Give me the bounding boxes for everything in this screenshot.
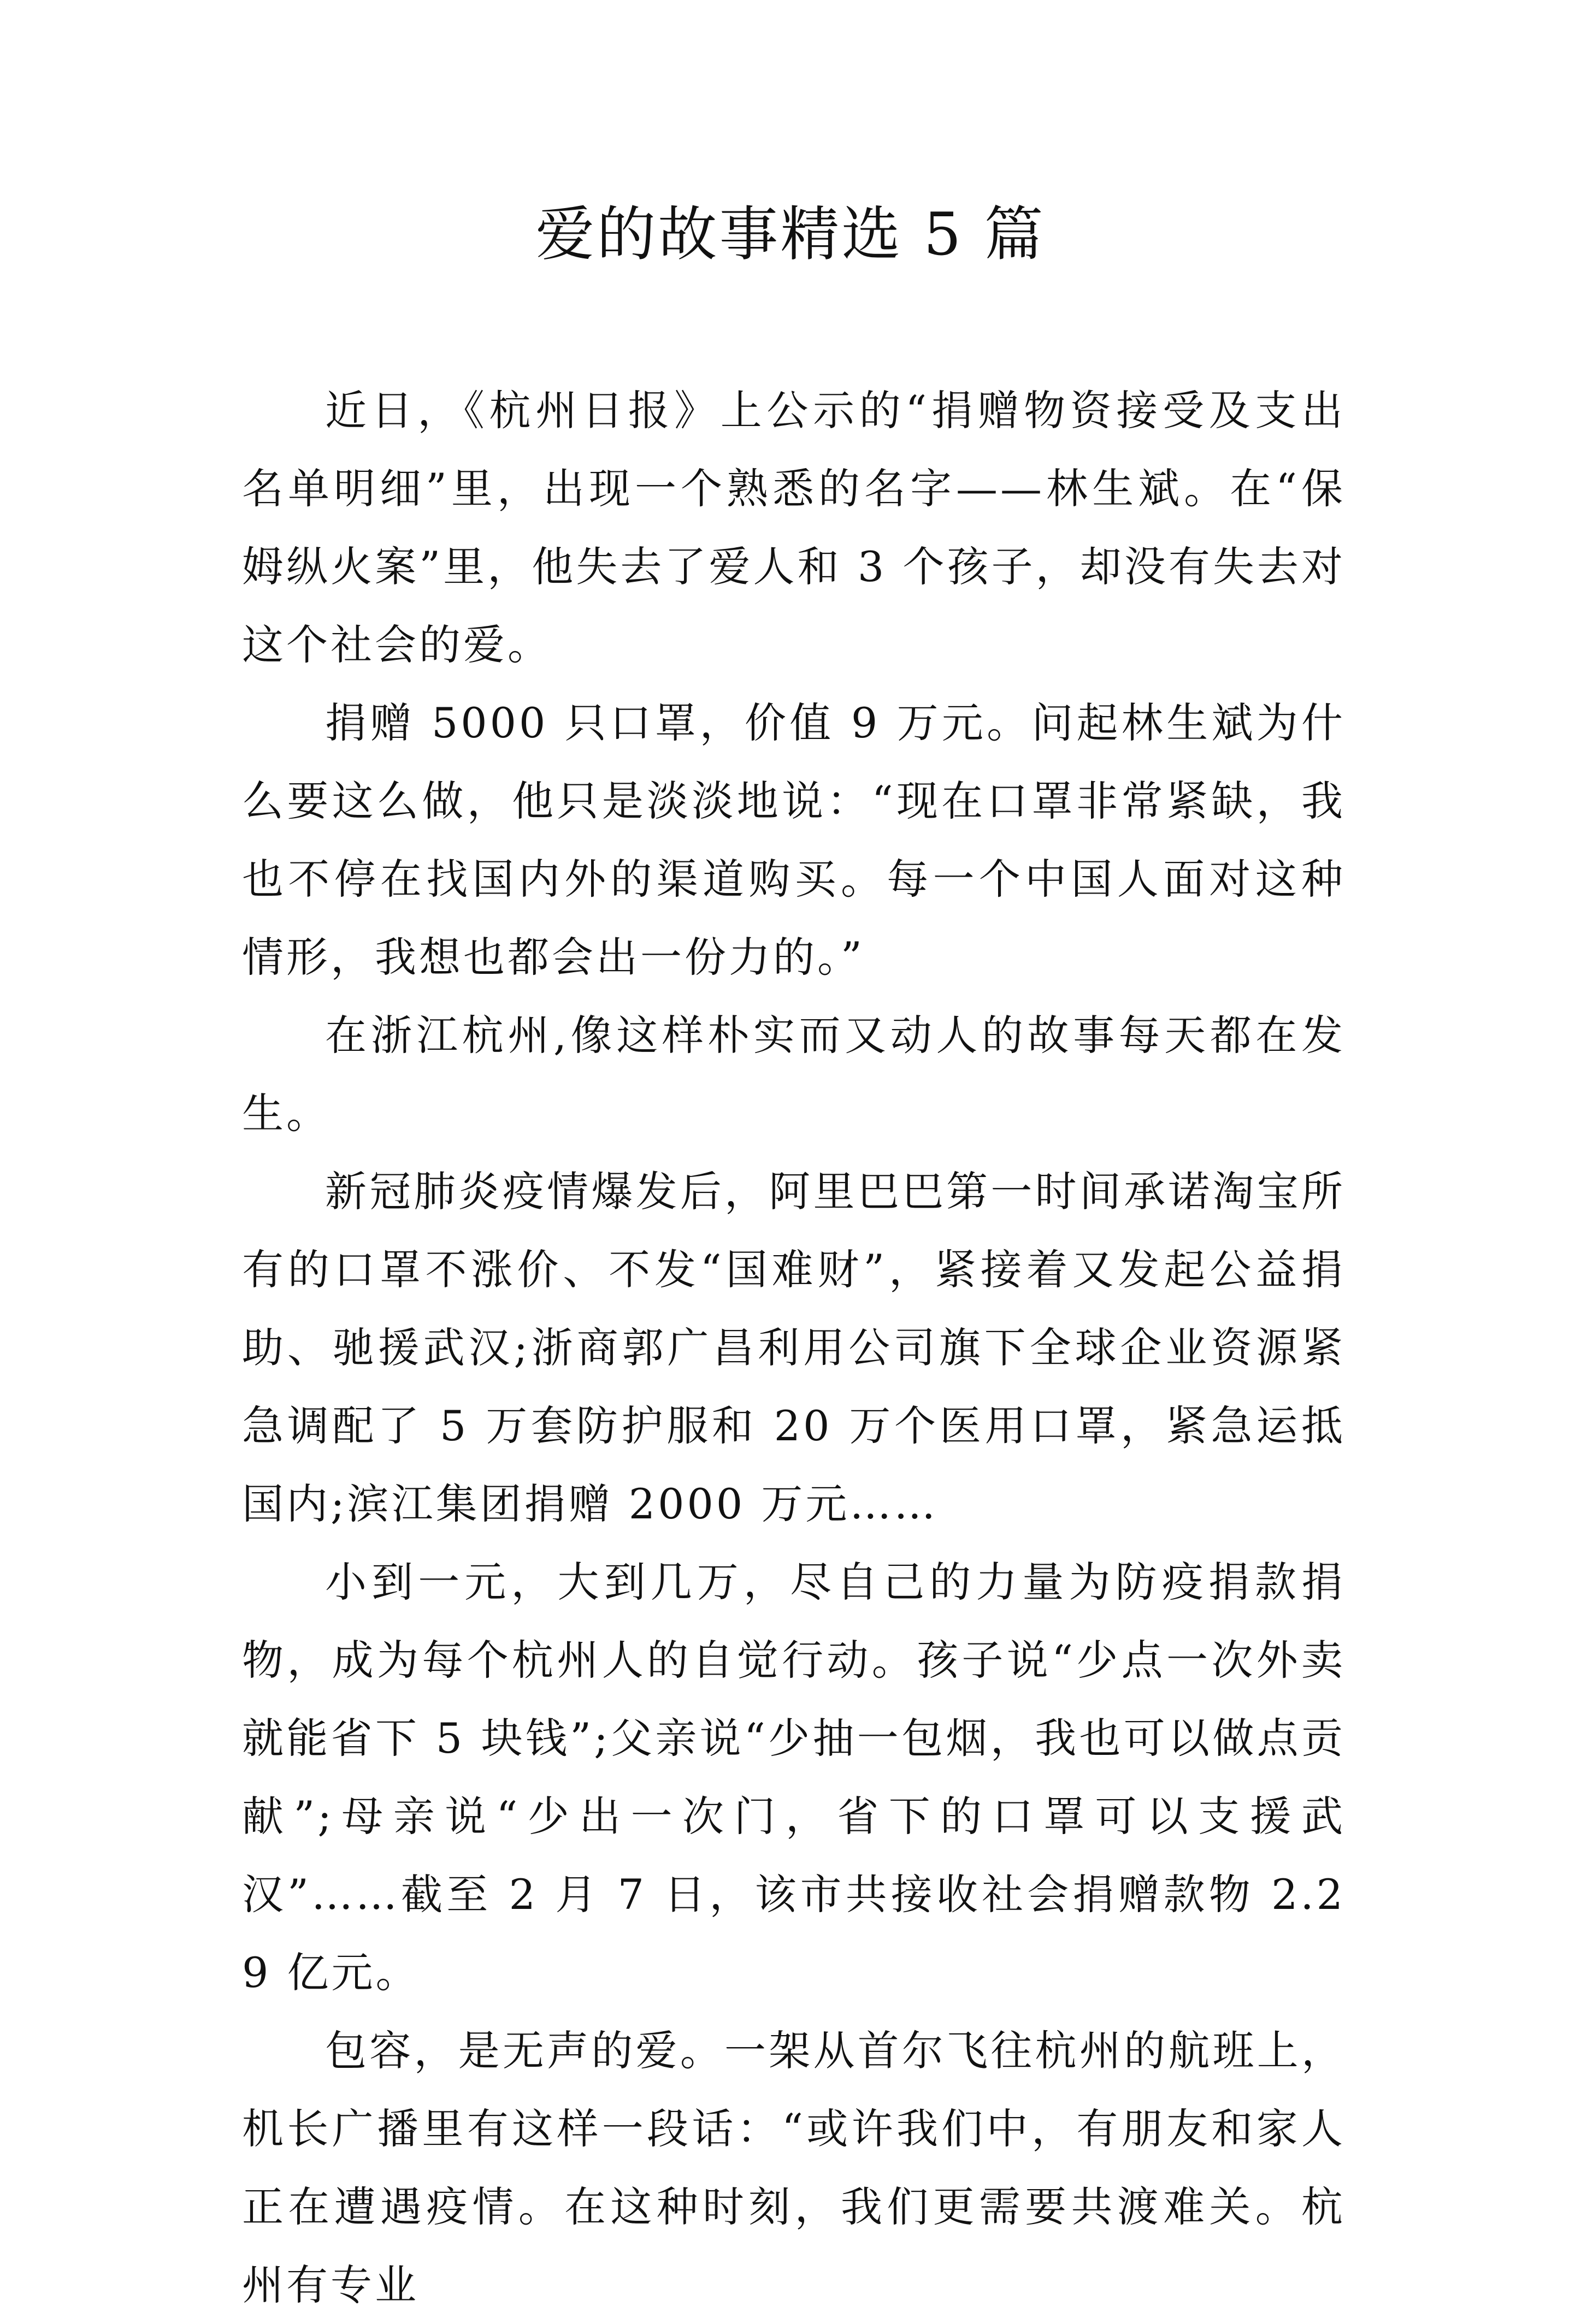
paragraph-1: 近日，《杭州日报》上公示的“捐赠物资接受及支出名单明细”里，出现一个熟悉的名字——林生斌。在“保姆纵火案”里，他失去了爱人和 3 个孩子，却没有失去对这个社会的爱。	[242, 386, 1346, 669]
paragraph-2: 捐赠 5000 只口罩，价值 9 万元。问起林生斌为什么要这么做，他只是淡淡地说：“现在口罩非常紧缺，我也不停在找国内外的渠道购买。每一个中国人面对这种情形，我想也都会出一份力的。”	[242, 699, 1346, 981]
document-title: 爱的故事精选 5 篇	[535, 200, 1046, 269]
paragraph-4: 新冠肺炎疫情爆发后，阿里巴巴第一时间承诺淘宝所有的口罩不涨价、不发“国难财”，紧接着又发起公益捐助、驰援武汉;浙商郭广昌利用公司旗下全球企业资源紧急调配了 5 万套防护服和 20 万个医用口罩，紧急运抵国内;滨江集团捐赠 2000 万元……	[242, 1167, 1346, 1528]
paragraph-3: 在浙江杭州,像这样朴实而又动人的故事每天都在发生。	[242, 1011, 1346, 1138]
paragraph-6: 包容，是无声的爱。一架从首尔飞往杭州的航班上，机长广播里有这样一段话：“或许我们中，有朋友和家人正在遭遇疫情。在这种时刻，我们更需要共渡难关。杭州有专业	[242, 2026, 1346, 2309]
paragraph-5: 小到一元，大到几万，尽自己的力量为防疫捐款捐物，成为每个杭州人的自觉行动。孩子说“少点一次外卖就能省下 5 块钱”;父亲说“少抽一包烟，我也可以做点贡献”;母亲说“少出一次门，省下的口罩可以支援武汉”……截至 2 月 7 日，该市共接收社会捐赠款物 2.29 亿元。	[242, 1558, 1346, 1997]
document-body	[242, 371, 1346, 2324]
